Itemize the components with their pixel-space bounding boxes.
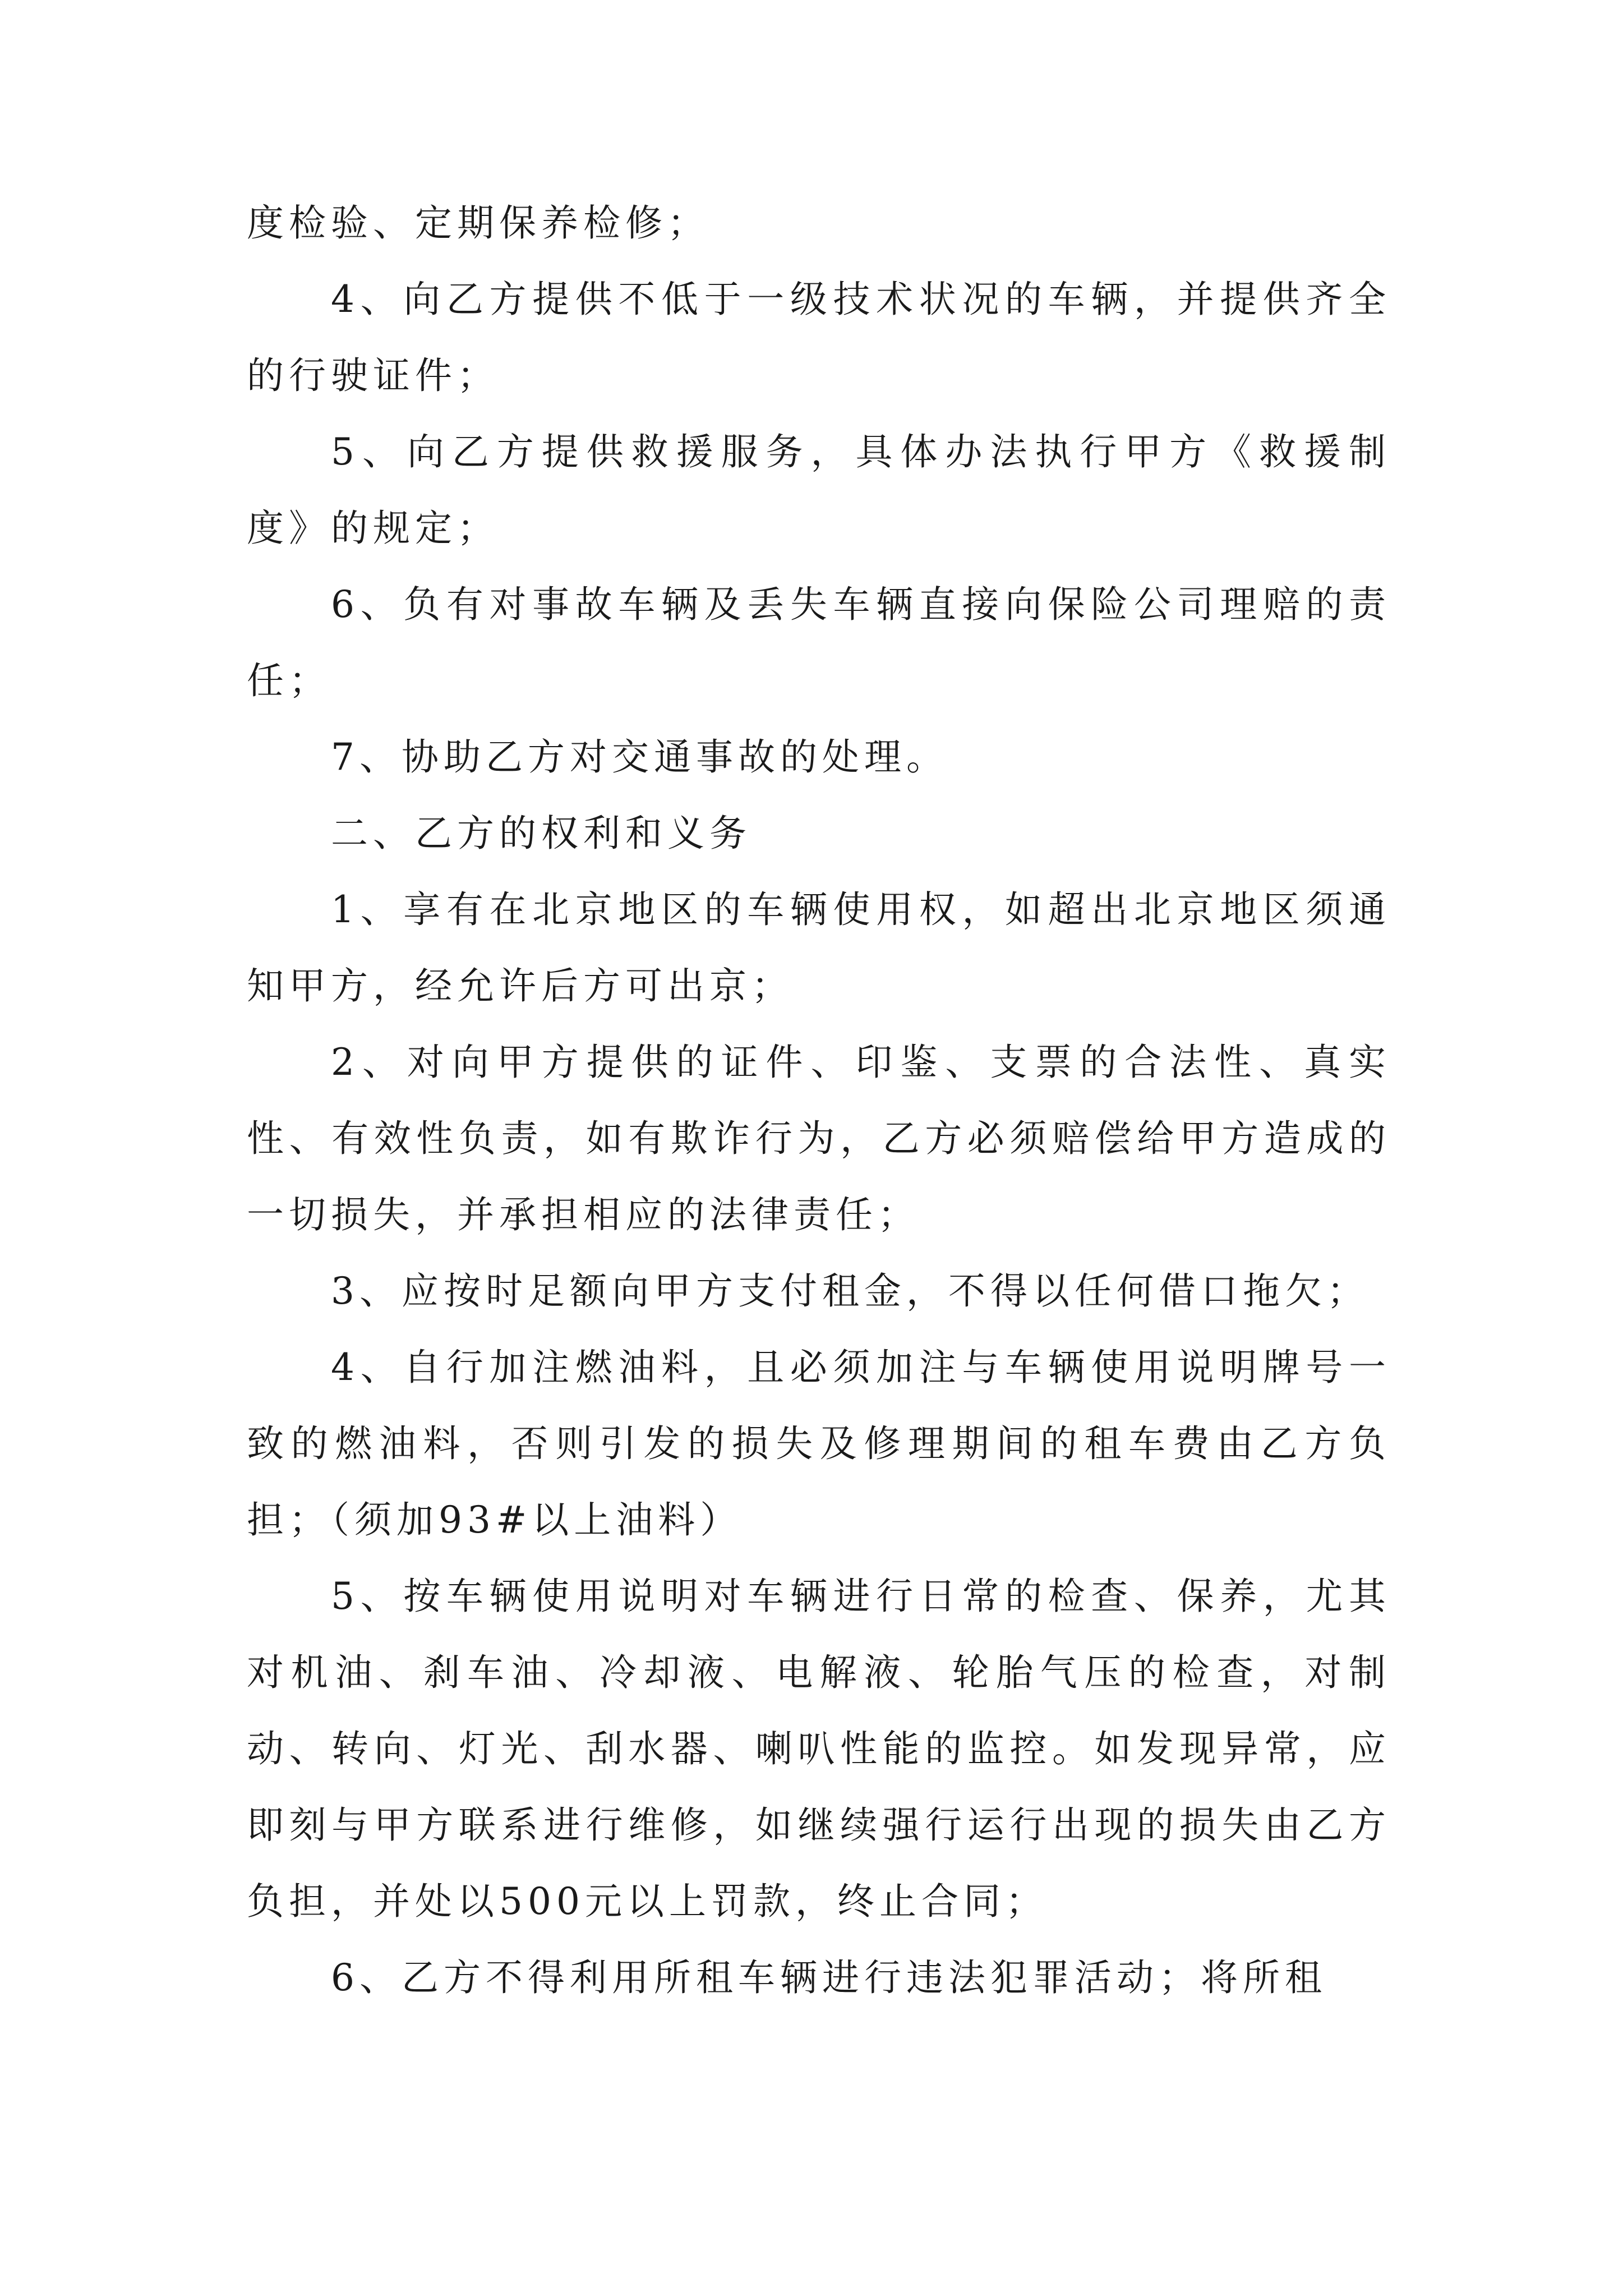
paragraph-party-b-4: 4、自行加注燃油料，且必须加注与车辆使用说明牌号一致的燃油料，否则引发的损失及修理期间的租车费由乙方负担；（须加93#以上油料） [247,1346,1391,1542]
paragraph-continuation: 度检验、定期保养检修； [247,201,709,245]
paragraph-clause-6: 6、负有对事故车辆及丢失车辆直接向保险公司理赔的责任； [247,583,1391,702]
paragraph-party-b-5: 5、按车辆使用说明对车辆进行日常的检查、保养，尤其对机油、刹车油、冷却液、电解液、轮胎气压的检查，对制动、转向、灯光、刮水器、喇叭性能的监控。如发现异常，应即刻与甲方联系进行维修，如继续强行运行出现的损失由乙方负担，并处以500元以上罚款，终止合同； [247,1575,1391,1923]
paragraph-clause-7: 7、协助乙方对交通事故的处理。 [331,735,948,779]
paragraph-party-b-3: 3、应按时足额向甲方支付租金，不得以任何借口拖欠； [331,1269,1369,1313]
paragraph-party-b-1: 1、享有在北京地区的车辆使用权，如超出北京地区须通知甲方，经允许后方可出京； [247,888,1391,1007]
paragraph-clause-5: 5、向乙方提供救援服务，具体办法执行甲方《救援制度》的规定； [247,430,1391,550]
paragraph-party-b-2: 2、对向甲方提供的证件、印鉴、支票的合法性、真实性、有效性负责，如有欺诈行为，乙方必须赔偿给甲方造成的一切损失，并承担相应的法律责任； [247,1041,1391,1236]
paragraph-clause-4: 4、向乙方提供不低于一级技术状况的车辆，并提供齐全的行驶证件； [247,278,1391,397]
section-heading: 二、乙方的权利和义务 [331,812,751,855]
document-body [247,185,1391,2016]
paragraph-party-b-6: 6、乙方不得利用所租车辆进行违法犯罪活动；将所租 [331,1956,1327,1999]
